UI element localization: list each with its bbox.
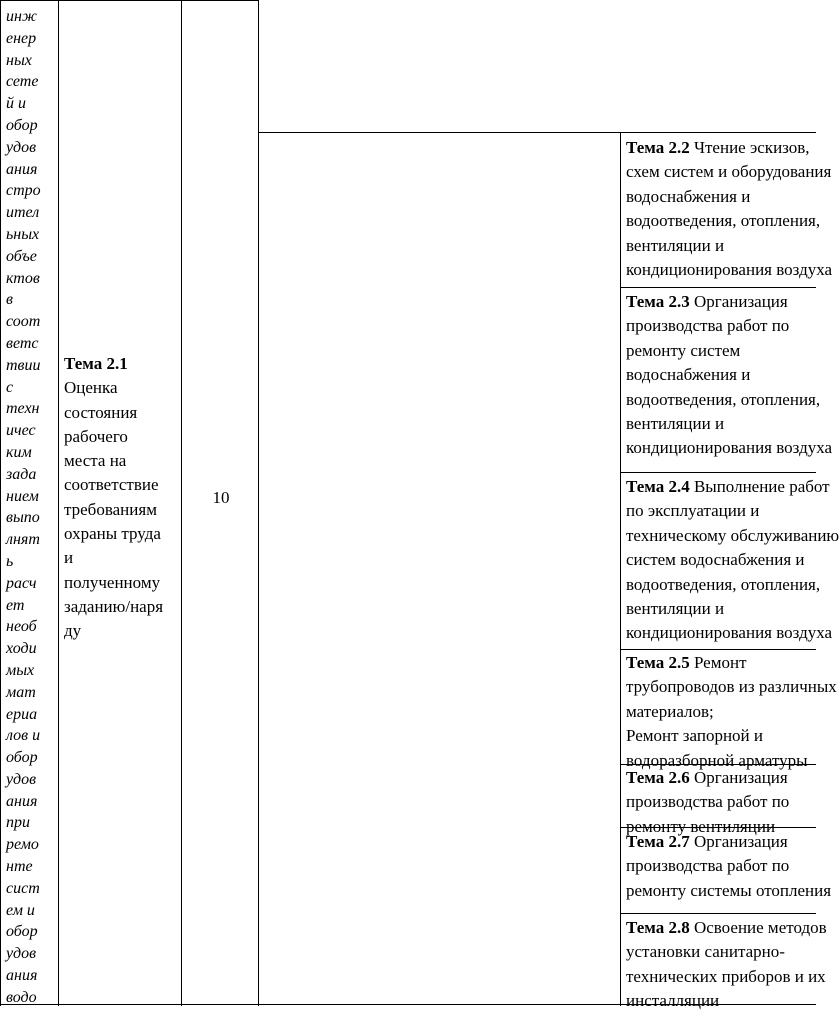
topic-line [626,724,826,748]
topic-line-text: кондиционирования воздуха [626,438,833,458]
topic-line-text: Ремонт [693,653,747,672]
topic-2-1-line: охраны труда [64,524,161,544]
topic-line-text: инсталляции [626,991,720,1011]
topic-line-text: Ремонт запорной и [626,726,763,746]
topic-line-text: кондиционирования воздуха [626,623,833,643]
topic-label: Тема 2.6 [626,768,690,787]
topic-line [626,790,826,814]
competency-line: расч [6,574,37,592]
topic-line [626,136,826,160]
row-divider-4-5 [620,649,816,650]
topic-label: Тема 2.5 [626,653,690,672]
competency-line: обор [6,923,38,941]
topic-line [626,854,826,878]
border-top [0,0,258,1]
topic-line [626,185,826,209]
topic-line [626,965,826,989]
competency-line: объе [6,247,37,265]
topic-2-1-line: заданию/наря [64,596,164,616]
topic-line-text: водоснабжения и [626,365,751,385]
topic-line [626,436,833,460]
competency-line: ьных [6,225,40,243]
topic-2-1-cell [64,352,178,644]
topic-cell [626,290,833,461]
topic-line-text: ремонту систем [626,340,741,360]
topic-line-text: вентиляции и [626,599,725,619]
competency-line: ким [6,443,32,461]
topic-label: Тема 2.4 [626,477,690,496]
topic-line-text: водоотведения, отопления, [626,389,821,409]
competency-line: техн [6,400,40,418]
competency-line: в [6,291,13,309]
topic-cell [626,916,826,1014]
topic-line-text: вентиляции и [626,414,725,434]
topic-line-text: ремонту вентиляции [626,816,776,836]
competency-line: ания [6,792,38,810]
competency-text [6,6,56,1009]
topic-line [626,475,830,499]
competency-line: водо [6,988,37,1006]
competency-line: ет [6,596,25,614]
competency-line: обор [6,116,38,134]
competency-line: ветс [6,334,39,352]
border-col2 [181,0,182,1006]
topic-cell [626,766,826,839]
competency-line: ктов [6,269,40,287]
competency-line: необ [6,618,37,636]
topic-line-text: установки санитарно- [626,942,785,962]
topic-line-text: по эксплуатации и [626,501,760,521]
competency-line: сист [6,879,40,897]
competency-line: ремо [6,836,39,854]
topic-line-text: производства работ по [626,856,790,876]
topic-line [626,290,826,314]
competency-line: сете [6,73,39,91]
competency-line: удов [6,138,37,156]
topic-label: Тема 2.7 [626,832,690,851]
competency-line: мых [6,661,35,679]
row-divider-header [258,132,816,133]
topic-line-text: Организация [693,768,788,787]
topic-2-1-line: полученному [64,572,161,592]
topic-cell [626,136,833,282]
topic-line [626,830,826,854]
competency-line: удов [6,770,37,788]
row-divider-7-8 [620,913,816,914]
topic-line [626,597,826,621]
competency-line: выпо [6,509,40,527]
competency-line: обор [6,749,38,767]
topic-line [626,940,826,964]
competency-line: енер [6,29,37,47]
topic-line-text: производства работ по [626,316,790,336]
topic-line-text: Организация [693,292,788,311]
border-col4 [620,132,621,1006]
topic-line-text: технических приборов и их [626,966,826,986]
competency-line: лнят [6,531,40,549]
competency-line: ь [6,552,14,570]
topic-line [626,573,826,597]
topic-2-1-line: ду [64,621,82,641]
competency-line: ериа [6,705,38,723]
topic-line-text: материалов; [626,701,714,721]
border-col1 [58,0,59,1006]
competency-line: инж [6,8,37,25]
topic-2-1-label: Тема 2.1 [64,354,128,373]
topic-2-1-line: и [64,548,74,568]
competency-line: й и [6,95,26,113]
topic-label: Тема 2.2 [626,138,690,157]
competency-line: ания [6,160,38,178]
competency-line: нте [6,858,33,876]
topic-line-text: техническому обслуживанию [626,525,839,545]
topic-line [626,499,826,523]
competency-line: зада [6,465,37,483]
topic-line-text: Организация [693,832,788,851]
topic-line [626,766,826,790]
topic-line-text: кондиционирования воздуха [626,260,833,280]
competency-line: ичес [6,422,36,440]
topic-line-text: водоразборной арматуры [626,750,808,770]
competency-line: при [6,814,30,832]
border-left [0,0,1,1006]
competency-line: соот [6,313,41,331]
competency-line: ходи [6,640,37,658]
topic-line [626,700,826,724]
topic-line-text: водоснабжения и [626,186,751,206]
topic-line-text: вентиляции и [626,235,725,255]
topic-2-1-line: состояния [64,402,138,422]
competency-line: ител [6,204,40,222]
hours-cell: 10 [212,488,230,507]
competency-line: стро [6,182,41,200]
topic-cell [626,651,837,773]
topic-label: Тема 2.3 [626,292,690,311]
topic-2-1-title [64,376,178,643]
competency-line: нием [6,487,39,505]
topic-line-text: Чтение эскизов, [693,138,810,157]
topic-line [626,548,826,572]
topic-2-1-line: Оценка [64,378,118,398]
topic-line-text: Выполнение работ [693,477,830,496]
competency-line: с [6,378,14,396]
row-divider-3-4 [620,472,816,473]
topic-2-1-line: места на [64,451,127,471]
topic-line [626,234,826,258]
topic-line-text: схем систем и оборудования [626,162,832,182]
topic-line [626,209,826,233]
topic-2-1-line: соответствие [64,475,159,495]
topic-2-1-line: требованиям [64,499,157,519]
competency-line: твии [6,356,41,374]
topic-label: Тема 2.8 [626,918,690,937]
topic-cell [626,475,839,646]
topic-line-text: систем водоснабжения и [626,550,805,570]
topic-line [626,916,826,940]
competency-line: удов [6,945,37,963]
competency-line: ных [6,51,32,69]
topic-line-text: Освоение методов [693,918,827,937]
topic-line-text: ремонту системы отопления [626,880,832,900]
topic-line [626,651,826,675]
topic-line [626,363,826,387]
topic-line [626,339,826,363]
topic-line [626,388,826,412]
topic-cell [626,830,832,903]
topic-line [626,989,826,1013]
topic-line [626,621,833,645]
topic-line [626,314,826,338]
topic-line-text: производства работ по [626,792,790,812]
topic-line [626,160,832,184]
topic-line [626,524,839,548]
topic-line-text: водоотведения, отопления, [626,211,821,231]
topic-line [626,675,837,699]
topic-line [626,412,826,436]
competency-line: ания [6,967,38,985]
topic-2-1-line: рабочего [64,426,128,446]
topic-line [626,258,833,282]
competency-line: ем и [6,901,35,919]
topic-line [626,879,832,903]
row-divider-2-3 [620,287,816,288]
competency-line: лов и [6,727,41,745]
topic-line-text: водоотведения, отопления, [626,574,821,594]
competency-line: мат [6,683,36,701]
topic-line-text: трубопроводов из различных [626,677,837,697]
